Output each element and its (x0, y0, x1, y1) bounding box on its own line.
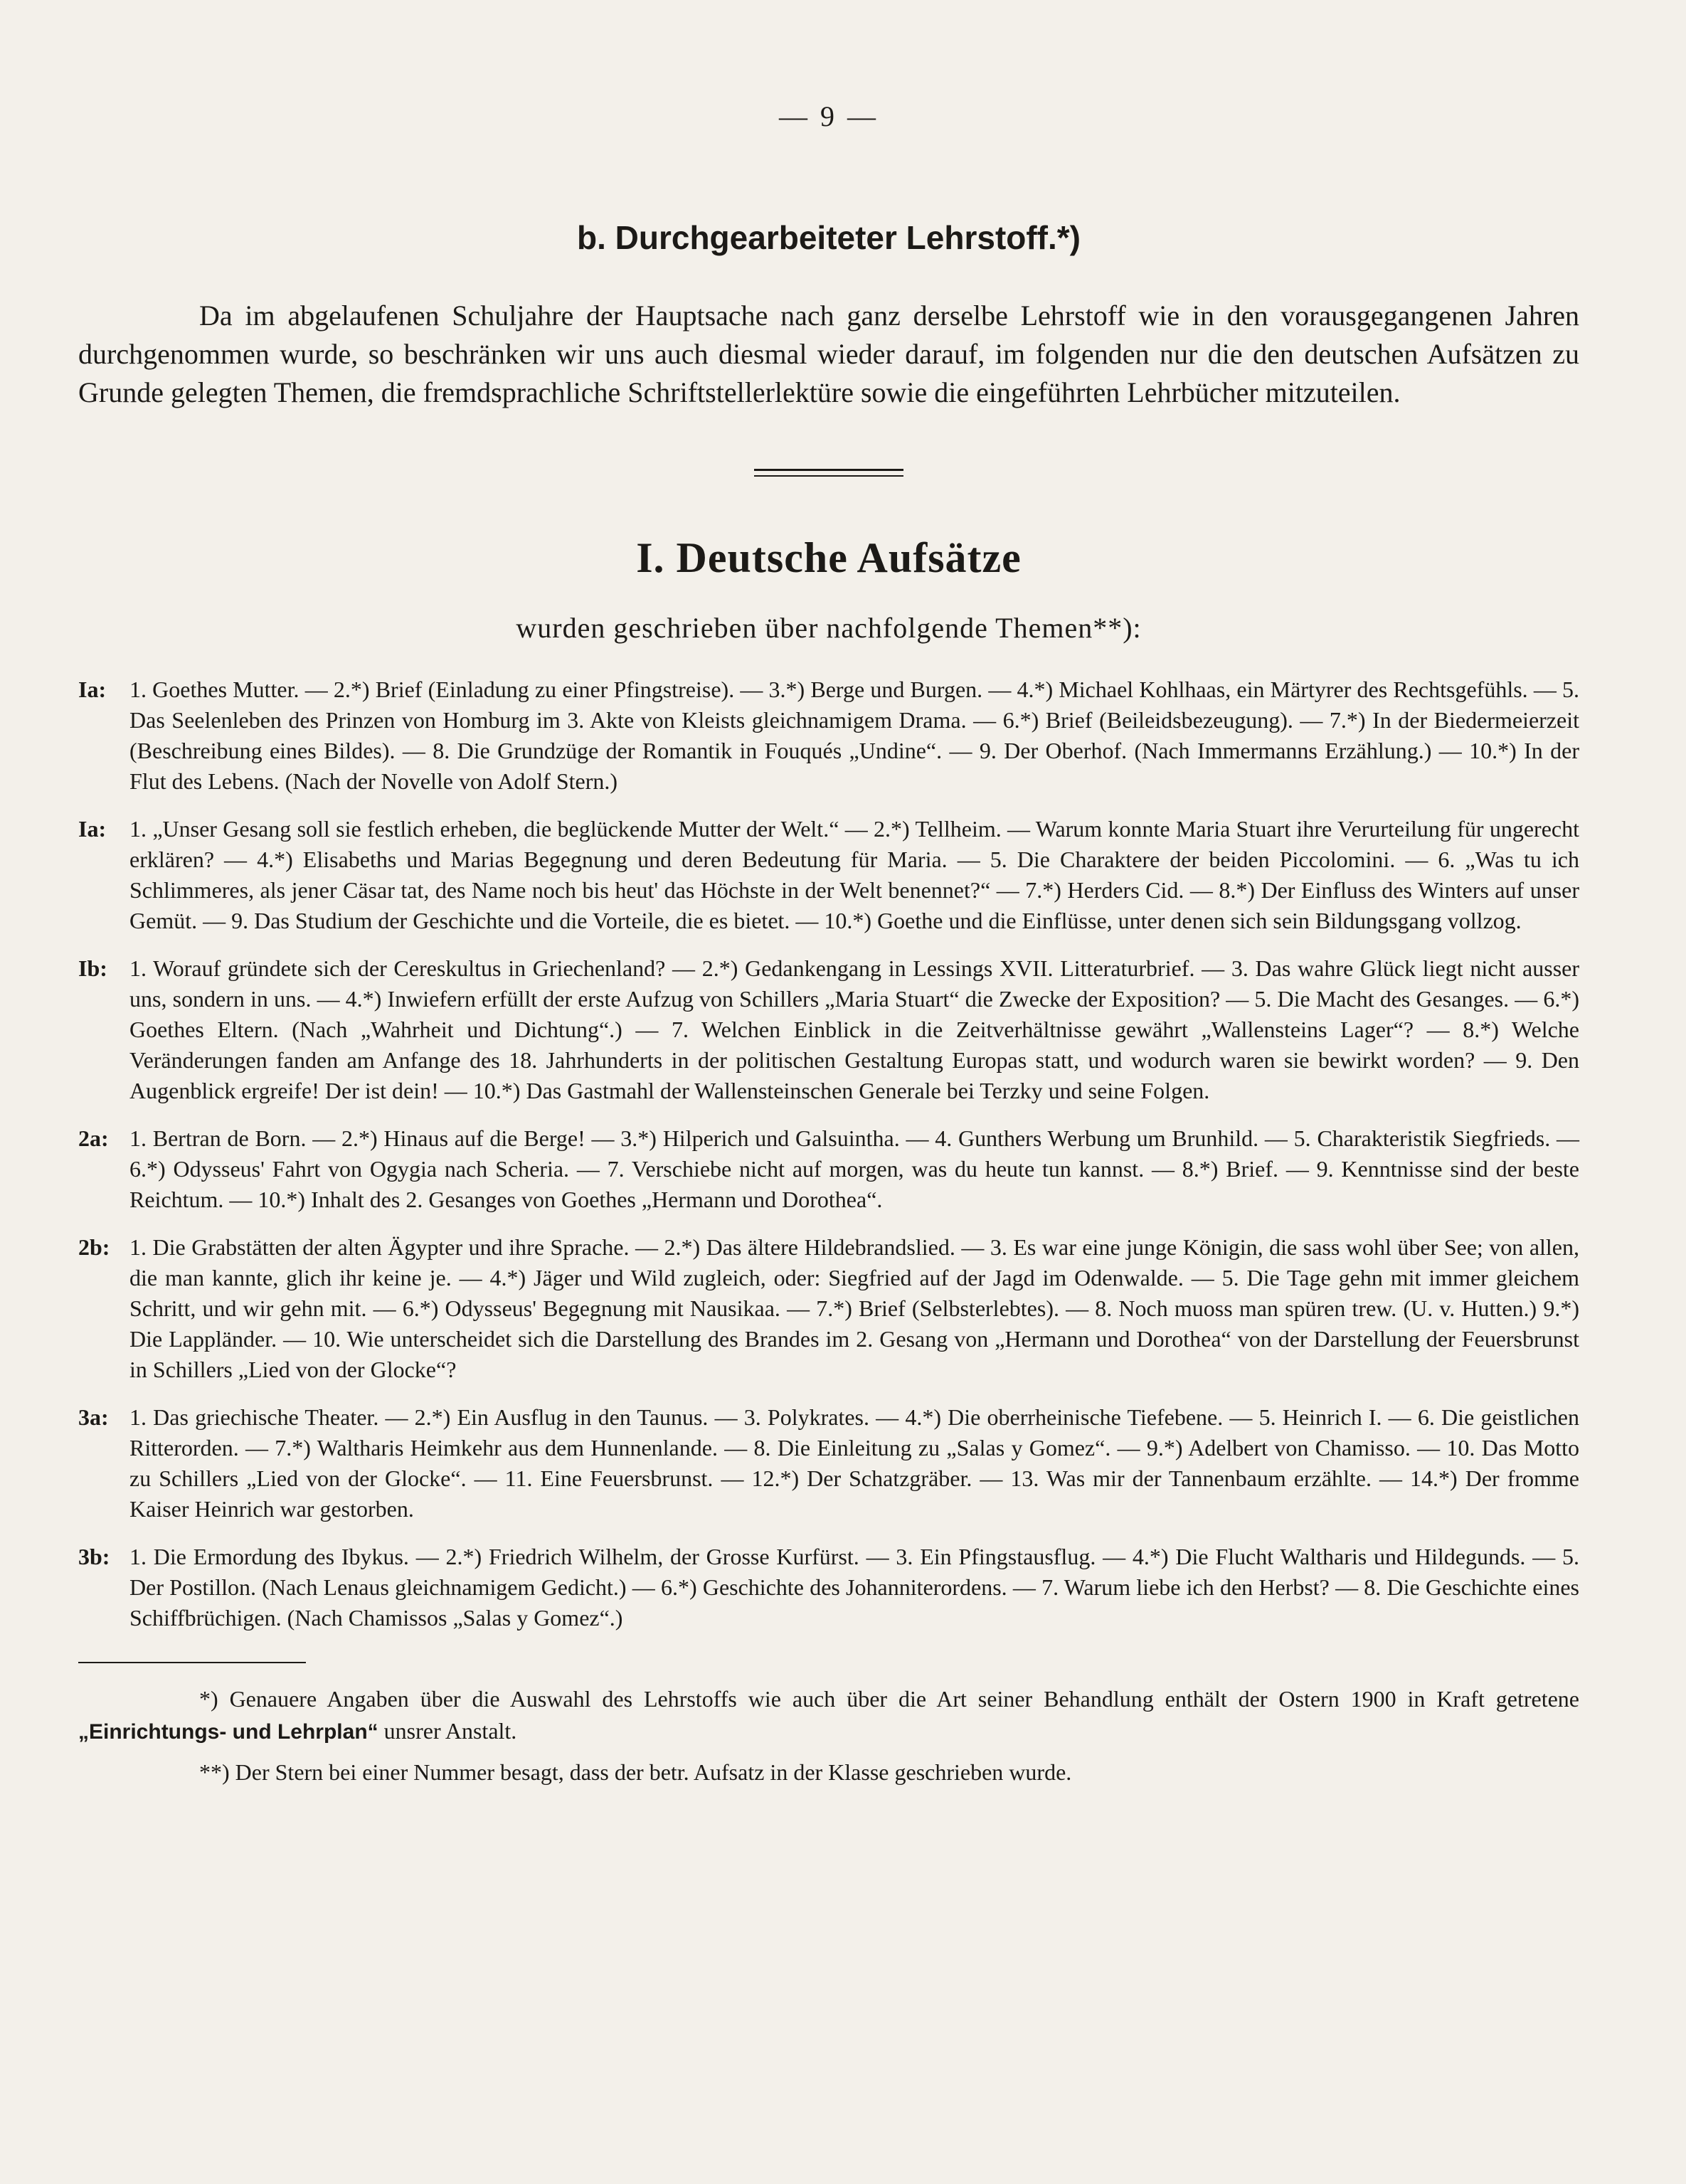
class-label: Ia: (78, 816, 107, 842)
class-label: Ib: (78, 955, 107, 981)
class-label: Ia: (78, 677, 107, 702)
page-number: — 9 — (779, 100, 879, 132)
footnote-divider (78, 1662, 306, 1663)
class-label: 3b: (78, 1544, 110, 1569)
class-entry-ib (78, 953, 1579, 1106)
footnote-2: **) Der Stern bei einer Nummer besagt, dass der betr. Aufsatz in der Klasse geschrieben wurde. (199, 1759, 1072, 1785)
class-topics: 1. Goethes Mutter. — 2.*) Brief (Einladung zu einer Pfingstreise). — 3.*) Berge und Burgen. — 4.*) Michael Kohlhaas, ein Märtyrer des Rechtsgefühls. — 5. Das Seelenleben des Prinzen von Homburg im 3. Akte von Kleists gleichnamigem Drama. — 6.*) Brief (Beileidsbezeugung). — 7.*) In der Biedermeierzeit (Beschreibung eines Bildes). — 8. Die Grundzüge der Romantik in Fouqués „Undine“. — 9. Der Oberhof. (Nach Immermanns Erzählung.) — 10.*) In der Flut des Lebens. (Nach der Novelle von Adolf Stern.) (129, 677, 1579, 794)
section-heading: b. Durchgearbeiteter Lehrstoff.*) (577, 219, 1081, 256)
chapter-subtitle: wurden geschrieben über nachfolgende Themen**): (516, 612, 1142, 644)
class-entry-ia-1 (78, 674, 1579, 797)
class-topics: 1. Die Grabstätten der alten Ägypter und ihre Sprache. — 2.*) Das ältere Hildebrandslied. — 3. Es war eine junge Königin, die sass wohl über See; von allen, die man kannte, glich ihr keine je. — 4.*) Jäger und Wild zugleich, oder: Siegfried auf der Jagd im Odenwalde. — 5. Die Tage gehn mit immer gleichem Schritt, und wir gehn mit. — 6.*) Odysseus' Begegnung mit Nausikaa. — 7.*) Brief (Selbsterlebtes). — 8. Noch muoss man spüren trew. (U. v. Hutten.) 9.*) Die Lappländer. — 10. Wie unterscheidet sich die Darstellung des Brandes im 2. Gesang von „Hermann und Dorothea“ von der Darstellung der Feuersbrunst in Schillers „Lied von der Glocke“? (129, 1234, 1579, 1382)
class-entry-3b (78, 1542, 1579, 1633)
class-label: 3a: (78, 1404, 109, 1430)
class-entry-ia-2 (78, 814, 1579, 936)
intro-paragraph: Da im abgelaufenen Schuljahre der Hauptsache nach ganz derselbe Lehrstoff wie in den vorausgegangenen Jahren durchgenommen wurde, so beschränken wir uns auch diesmal wieder darauf, im folgenden nur die den deutschen Aufsätzen zu Grunde gelegten Themen, die fremdsprachliche Schriftstellerlektüre sowie die eingeführten Lehrbücher mitzuteilen. (78, 299, 1579, 408)
class-label: 2a: (78, 1125, 109, 1151)
footnote-1-end: unsrer Anstalt. (378, 1718, 517, 1744)
class-entry-3a (78, 1402, 1579, 1525)
chapter-heading: I. Deutsche Aufsätze (636, 534, 1022, 581)
class-topics: 1. Das griechische Theater. — 2.*) Ein Ausflug in den Taunus. — 3. Polykrates. — 4.*) Die oberrheinische Tiefebene. — 5. Heinrich I. — 6. Die geistlichen Ritterorden. — 7.*) Waltharis Heimkehr aus dem Hunnenlande. — 8. Die Einleitung zu „Salas y Gomez“. — 9.*) Adelbert von Chamisso. — 10. Das Motto zu Schillers „Lied von der Glocke“. — 11. Eine Feuersbrunst. — 12.*) Der Schatzgräber. — 13. Was mir der Tannenbaum erzählte. — 14.*) Der fromme Kaiser Heinrich war gestorben. (129, 1404, 1579, 1522)
class-topics: 1. Die Ermordung des Ibykus. — 2.*) Friedrich Wilhelm, der Grosse Kurfürst. — 3. Ein Pfingstausflug. — 4.*) Die Flucht Waltharis und Hildegunds. — 5. Der Postillon. (Nach Lenaus gleichnamigem Gedicht.) — 6.*) Geschichte des Johanniterordens. — 7. Warum liebe ich den Herbst? — 8. Die Geschichte eines Schiffbrüchigen. (Nach Chamissos „Salas y Gomez“.) (129, 1544, 1579, 1631)
document-page (78, 100, 1579, 1797)
section-divider (754, 469, 903, 477)
class-topics: 1. Worauf gründete sich der Cereskultus in Griechenland? — 2.*) Gedankengang in Lessings XVII. Litteraturbrief. — 3. Das wahre Glück liegt nicht ausser uns, sondern in uns. — 4.*) Inwiefern erfüllt der erste Aufzug von Schillers „Maria Stuart“ die Zwecke der Exposition? — 5. Die Macht des Gesanges. — 6.*) Goethes Eltern. (Nach „Wahrheit und Dichtung“.) — 7. Welchen Einblick in die Zeitverhältnisse gewährt „Wallensteins Lager“? — 8.*) Welche Veränderungen fanden am Anfange des 18. Jahrhunderts in der politischen Gestaltung Europas statt, und wodurch waren sie bewirkt worden? — 9. Den Augenblick ergreife! Der ist dein! — 10.*) Das Gastmahl der Wallensteinschen Generale bei Terzky und seine Folgen. (129, 955, 1579, 1103)
footnote-1-plan-title: „Einrichtungs- und Lehrplan“ (78, 1720, 378, 1744)
footnote-1-start: *) Genauere Angaben über die Auswahl des Lehrstoffs wie auch über die Art seiner Behandlung enthält der Ostern 1900 in Kraft getretene (199, 1686, 1579, 1712)
footnote-1 (78, 1683, 1579, 1748)
class-entry-2b (78, 1232, 1579, 1385)
class-topics: 1. Bertran de Born. — 2.*) Hinaus auf die Berge! — 3.*) Hilperich und Galsuintha. — 4. Gunthers Werbung um Brunhild. — 5. Charakteristik Siegfrieds. — 6.*) Odysseus' Fahrt von Ogygia nach Scheria. — 7. Verschiebe nicht auf morgen, was du heute tun kannst. — 8.*) Brief. — 9. Kenntnisse sind der beste Reichtum. — 10.*) Inhalt des 2. Gesanges von Goethes „Hermann und Dorothea“. (129, 1125, 1579, 1212)
class-label: 2b: (78, 1234, 110, 1260)
class-entry-2a (78, 1123, 1579, 1215)
class-topics: 1. „Unser Gesang soll sie festlich erheben, die beglückende Mutter der Welt.“ — 2.*) Tellheim. — Warum konnte Maria Stuart ihre Verurteilung für ungerecht erklären? — 4.*) Elisabeths und Marias Begegnung und deren Bedeutung für Maria. — 5. Die Charaktere der beiden Piccolomini. — 6. „Was tu ich Schlimmeres, als jener Cäsar tat, des Name noch bis heut' das Höchste in der Welt benennet?“ — 7.*) Herders Cid. — 8.*) Der Einfluss des Winters auf unser Gemüt. — 9. Das Studium der Geschichte und die Vorteile, die es bietet. — 10.*) Goethe und die Einflüsse, unter denen sich sein Bildungsgang vollzog. (129, 816, 1579, 933)
